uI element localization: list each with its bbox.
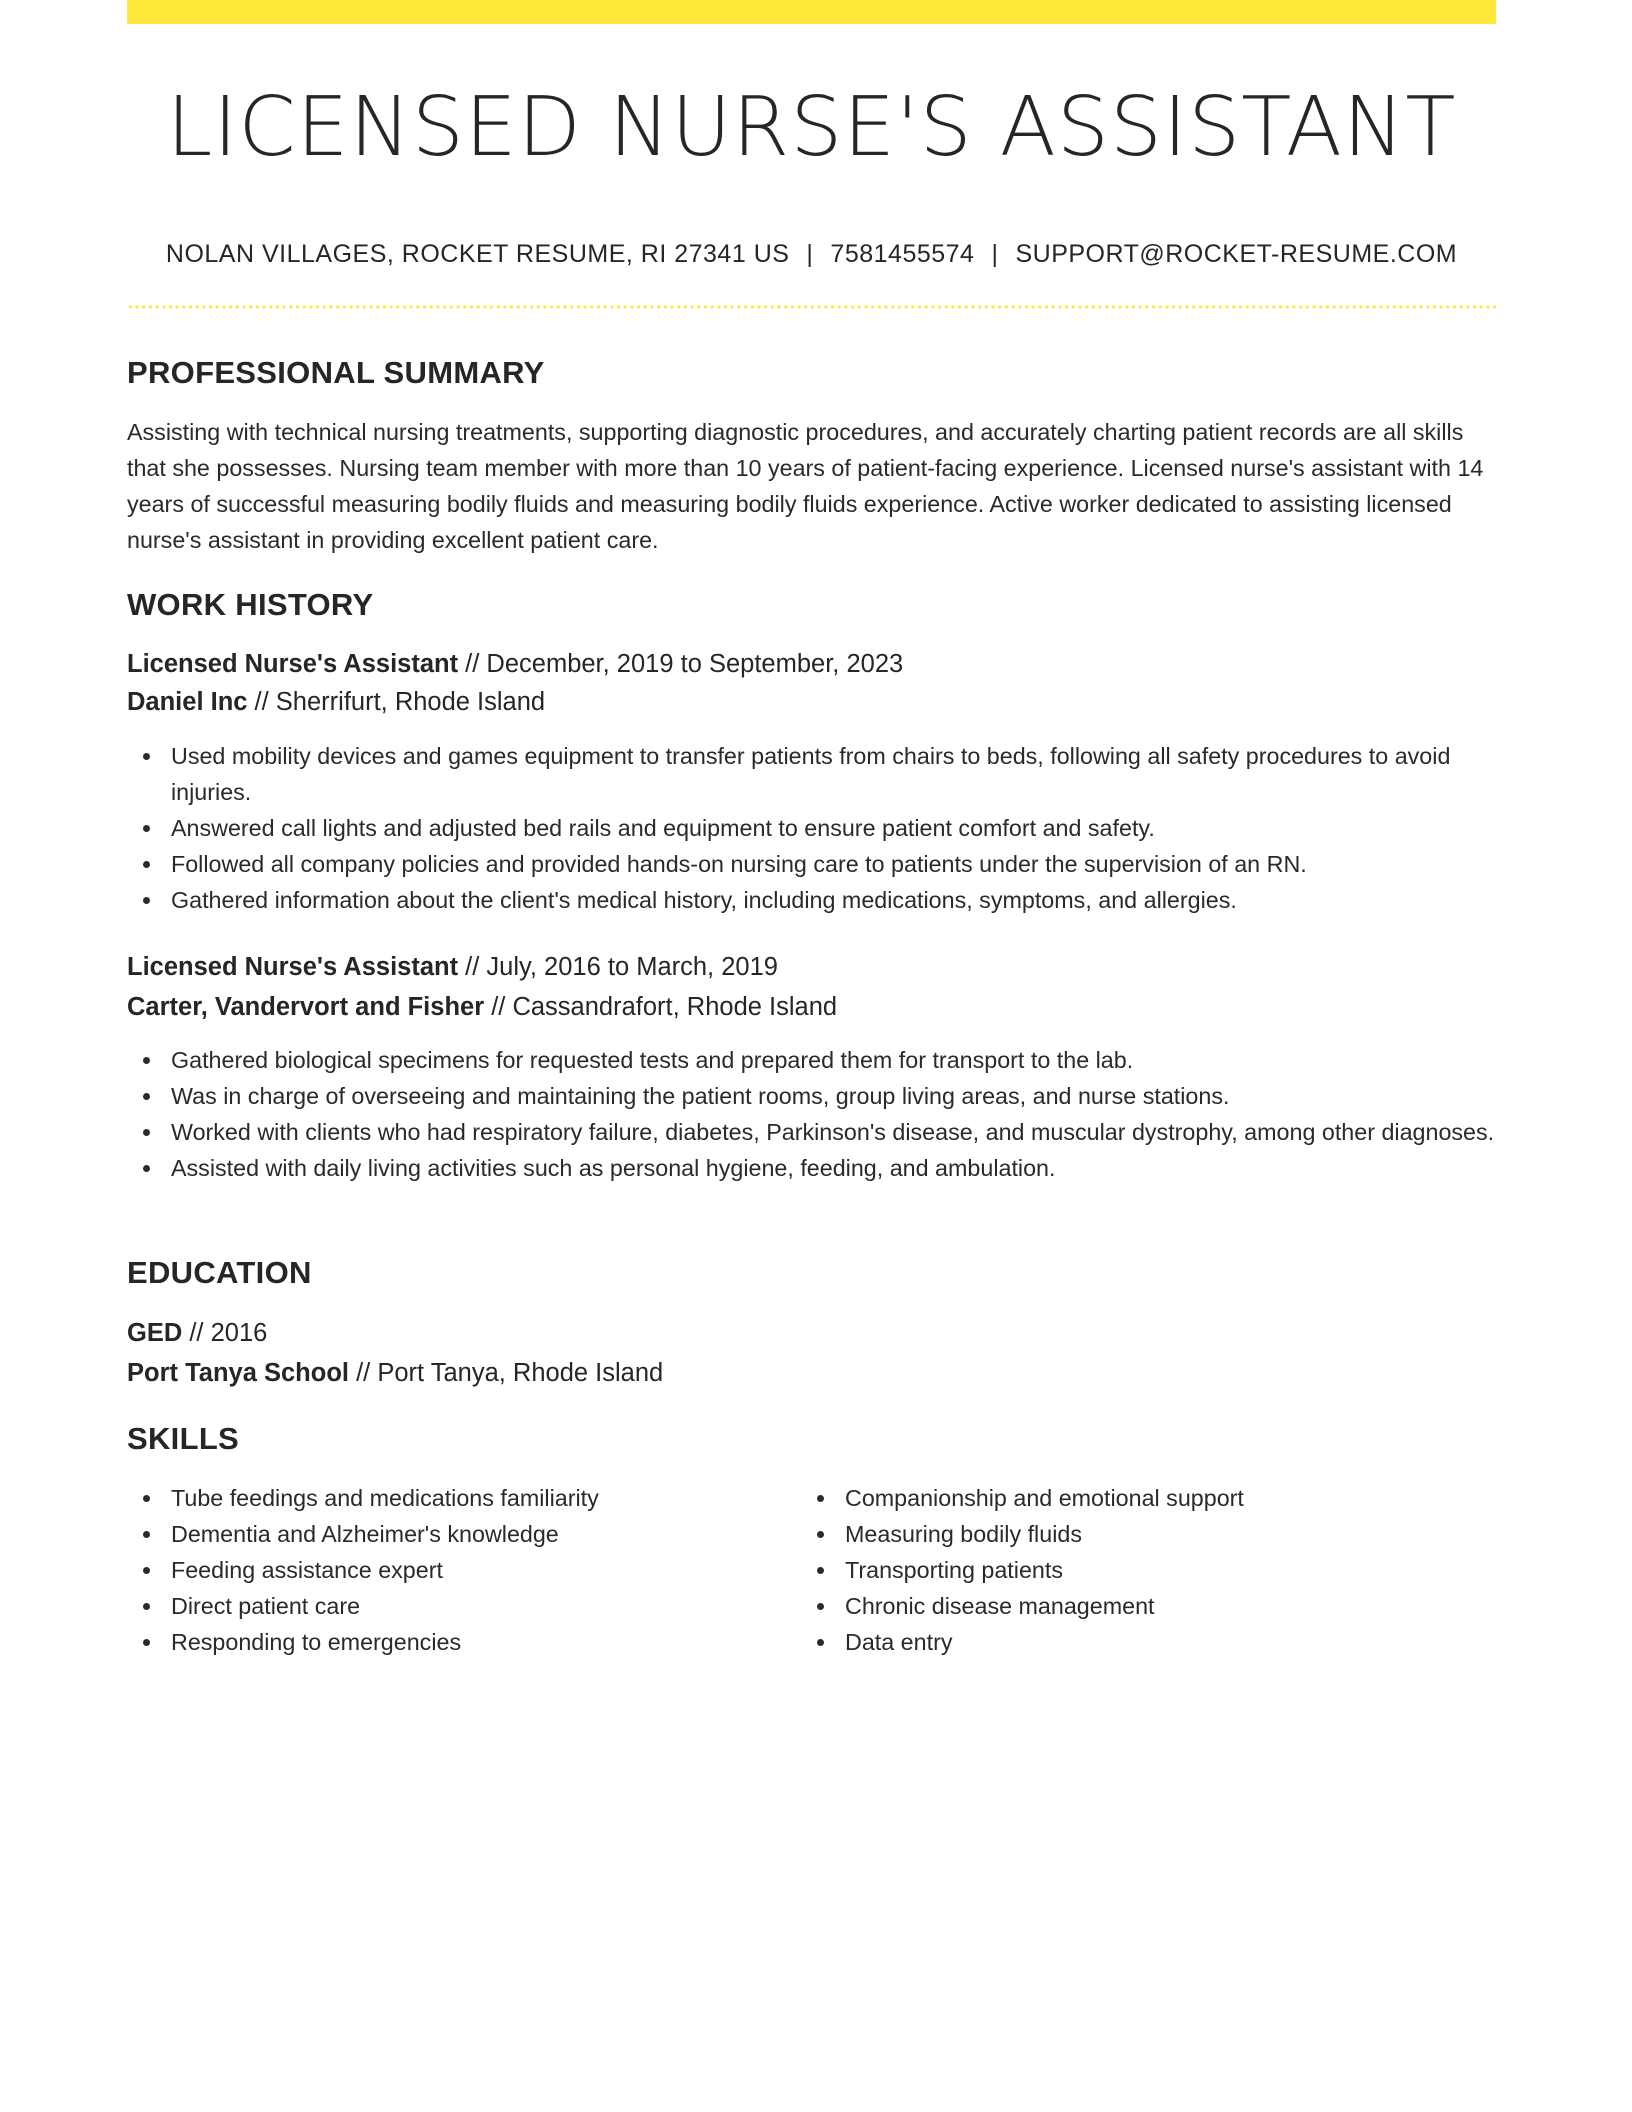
contact-email: SUPPORT@ROCKET-RESUME.COM <box>1015 240 1458 268</box>
job-location: // Cassandrafort, Rhode Island <box>484 993 838 1021</box>
list-item: Gathered information about the client's medical history, including medications, symptoms, and allergies. <box>127 882 1496 918</box>
education-school: Port Tanya School <box>127 1359 349 1387</box>
education-year: // 2016 <box>182 1319 268 1347</box>
job-dates: // July, 2016 to March, 2019 <box>458 953 778 981</box>
skill-item: Data entry <box>801 1624 1461 1660</box>
skills-list-right <box>801 1480 1461 1660</box>
job-location: // Sherrifurt, Rhode Island <box>247 688 546 716</box>
skill-item: Chronic disease management <box>801 1588 1461 1624</box>
education-location: // Port Tanya, Rhode Island <box>348 1359 664 1387</box>
education-degree: GED <box>127 1319 183 1347</box>
job-title-line <box>127 645 903 683</box>
job-company-line <box>127 683 545 721</box>
contact-line <box>127 234 1496 274</box>
education-heading: EDUCATION <box>127 1255 312 1290</box>
job-company: Daniel Inc <box>127 688 248 716</box>
list-item: Followed all company policies and provided hands-on nursing care to patients under the supervision of an RN. <box>127 846 1496 882</box>
job-company: Carter, Vandervort and Fisher <box>127 993 485 1021</box>
skill-item: Responding to emergencies <box>127 1624 787 1660</box>
contact-separator: | <box>806 240 814 268</box>
contact-separator: | <box>991 240 999 268</box>
skill-item: Direct patient care <box>127 1588 787 1624</box>
skill-item: Transporting patients <box>801 1552 1461 1588</box>
job-bullets <box>127 738 1496 918</box>
summary-text: Assisting with technical nursing treatments, supporting diagnostic procedures, and accurately charting patient records are all skills that she possesses. Nursing team member with more than 10 years of patient-facing experience. Licensed nurse's assistant with 14 years of successful measuring bodily fluids and measuring bodily fluids experience. Active worker dedicated to assisting licensed nurse's assistant in providing excellent patient care. <box>127 419 1484 553</box>
work-history-heading: WORK HISTORY <box>127 587 374 622</box>
education-school-line <box>127 1354 663 1392</box>
accent-bar <box>127 0 1496 24</box>
skill-item: Companionship and emotional support <box>801 1480 1461 1516</box>
list-item: Gathered biological specimens for requested tests and prepared them for transport to the lab. <box>127 1042 1496 1078</box>
list-item: Answered call lights and adjusted bed rails and equipment to ensure patient comfort and safety. <box>127 810 1496 846</box>
dotted-divider <box>127 305 1496 309</box>
list-item: Used mobility devices and games equipment to transfer patients from chairs to beds, following all safety procedures to avoid injuries. <box>127 738 1496 810</box>
skill-item: Feeding assistance expert <box>127 1552 787 1588</box>
education-degree-line <box>127 1314 267 1352</box>
resume-title: LICENSED NURSE'S ASSISTANT <box>166 80 1457 175</box>
skill-item: Measuring bodily fluids <box>801 1516 1461 1552</box>
list-item: Assisted with daily living activities such as personal hygiene, feeding, and ambulation. <box>127 1150 1496 1186</box>
skill-item: Dementia and Alzheimer's knowledge <box>127 1516 787 1552</box>
job-dates: // December, 2019 to September, 2023 <box>458 650 904 678</box>
contact-phone: 7581455574 <box>830 240 975 268</box>
contact-address: NOLAN VILLAGES, ROCKET RESUME, RI 27341 US <box>165 240 790 268</box>
list-item: Was in charge of overseeing and maintaining the patient rooms, group living areas, and nurse stations. <box>127 1078 1496 1114</box>
job-bullets <box>127 1042 1496 1186</box>
job-title-line <box>127 948 778 986</box>
job-role: Licensed Nurse's Assistant <box>127 953 459 981</box>
skills-list-left <box>127 1480 787 1660</box>
skill-item: Tube feedings and medications familiarity <box>127 1480 787 1516</box>
job-role: Licensed Nurse's Assistant <box>127 650 459 678</box>
list-item: Worked with clients who had respiratory failure, diabetes, Parkinson's disease, and muscular dystrophy, among other diagnoses. <box>127 1114 1496 1150</box>
skills-heading: SKILLS <box>127 1421 240 1456</box>
summary-heading: PROFESSIONAL SUMMARY <box>127 355 545 390</box>
job-company-line <box>127 988 837 1026</box>
